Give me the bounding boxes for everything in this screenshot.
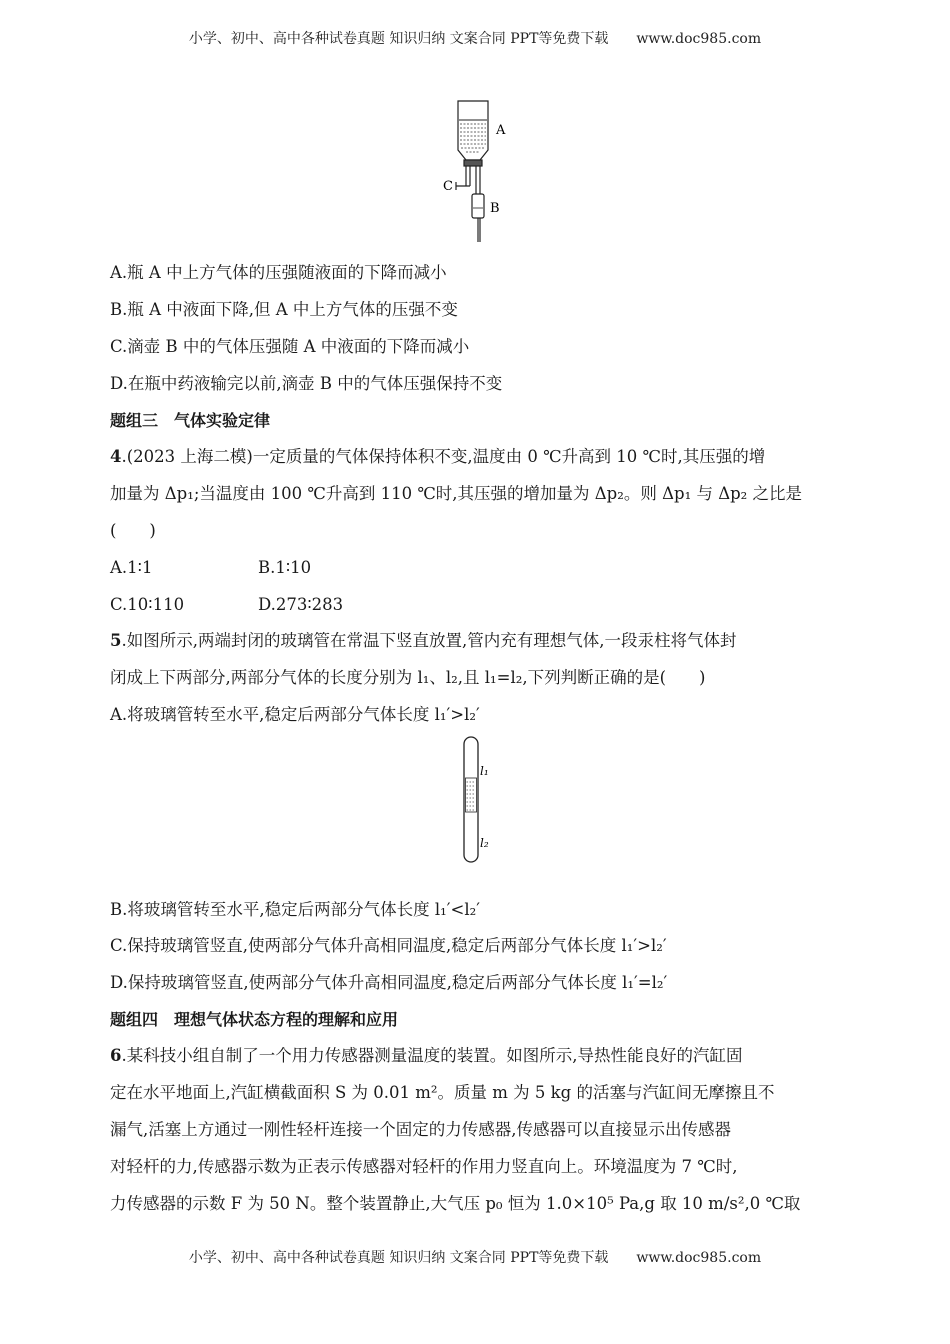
q6-text-1: .某科技小组自制了一个用力传感器测量温度的装置。如图所示,导热性能良好的汽缸固 — [121, 1046, 743, 1065]
footer-site-link[interactable]: www.doc985.com — [636, 1250, 762, 1266]
glass-tube-figure — [458, 735, 498, 865]
q5-option-d: D.保持玻璃管竖直,使两部分气体升高相同温度,稳定后两部分气体长度 l₁′=l₂′ — [110, 973, 668, 992]
q5-text-1: .如图所示,两端封闭的玻璃管在常温下竖直放置,管内充有理想气体,一段汞柱将气体封 — [121, 631, 737, 650]
header-text: 小学、初中、高中各种试卷真题 知识归纳 文案合同 PPT等免费下载 — [188, 31, 609, 47]
bottle-a-outline — [458, 101, 488, 160]
drip-chamber-b — [472, 194, 484, 218]
q3-option-d: D.在瓶中药液输完以前,滴壶 B 中的气体压强保持不变 — [110, 374, 503, 393]
label-c: C — [443, 179, 453, 194]
q3-option-b: B.瓶 A 中液面下降,但 A 中上方气体的压强不变 — [110, 300, 458, 319]
q4-option-c: C.10∶110 — [110, 595, 185, 614]
q6-line-5: 力传感器的示数 F 为 50 N。整个装置静止,大气压 p₀ 恒为 1.0×10⁵ Pa,g 取 10 m/s²,0 ℃取 — [110, 1194, 801, 1213]
label-l1: l₁ — [480, 764, 489, 778]
liquid-hatch — [460, 124, 486, 152]
q4-option-b: B.1∶10 — [258, 558, 312, 577]
q5-line-2: 闭成上下两部分,两部分气体的长度分别为 l₁、l₂,且 l₁=l₂,下列判断正确的是( ) — [110, 668, 706, 687]
stopper — [464, 160, 482, 166]
q5-option-c: C.保持玻璃管竖直,使两部分气体升高相同温度,稳定后两部分气体长度 l₁′>l₂′ — [110, 936, 667, 955]
label-a: A — [496, 123, 506, 138]
q4-number: 4 — [110, 447, 122, 466]
q5-option-a: A.将玻璃管转至水平,稳定后两部分气体长度 l₁′>l₂′ — [110, 705, 480, 724]
q4-option-d: D.273∶283 — [258, 595, 344, 614]
header-site-link[interactable]: www.doc985.com — [636, 31, 762, 47]
label-b: B — [490, 201, 500, 216]
group3-heading: 题组三 气体实验定律 — [110, 411, 271, 430]
page-header — [0, 28, 950, 48]
q5-option-b: B.将玻璃管转至水平,稳定后两部分气体长度 l₁′<l₂′ — [110, 900, 480, 919]
mercury-column — [466, 778, 477, 812]
page-footer — [0, 1247, 950, 1267]
q6-line-4: 对轻杆的力,传感器示数为正表示传感器对轻杆的作用力竖直向上。环境温度为 7 ℃时, — [110, 1157, 738, 1176]
q5-line-1 — [110, 629, 736, 653]
q6-line-2: 定在水平地面上,汽缸横截面积 S 为 0.01 m²。质量 m 为 5 kg 的活塞与汽缸间无摩擦且不 — [110, 1083, 775, 1102]
q4-line-1 — [110, 445, 765, 469]
q4-option-a: A.1∶1 — [110, 558, 153, 577]
air-tube-c — [456, 182, 470, 190]
q3-option-a: A.瓶 A 中上方气体的压强随液面的下降而减小 — [110, 263, 447, 282]
label-l2: l₂ — [480, 836, 489, 850]
q4-line-3: ( ) — [110, 521, 156, 540]
drip-bottle-figure — [440, 98, 520, 244]
footer-text: 小学、初中、高中各种试卷真题 知识归纳 文案合同 PPT等免费下载 — [188, 1250, 609, 1266]
q4-line-2: 加量为 Δp₁;当温度由 100 ℃升高到 110 ℃时,其压强的增加量为 Δp₂。则 Δp₁ 与 Δp₂ 之比是 — [110, 484, 803, 503]
q3-option-c: C.滴壶 B 中的气体压强随 A 中液面的下降而减小 — [110, 337, 470, 356]
q6-number: 6 — [110, 1046, 122, 1065]
q6-line-3: 漏气,活塞上方通过一刚性轻杆连接一个固定的力传感器,传感器可以直接显示出传感器 — [110, 1120, 731, 1139]
q5-number: 5 — [110, 631, 122, 650]
q4-text-1: .(2023 上海二模)一定质量的气体保持体积不变,温度由 0 ℃升高到 10 ℃时,其压强的增 — [121, 447, 766, 466]
q6-line-1 — [110, 1044, 742, 1068]
group4-heading: 题组四 理想气体状态方程的理解和应用 — [110, 1010, 399, 1029]
